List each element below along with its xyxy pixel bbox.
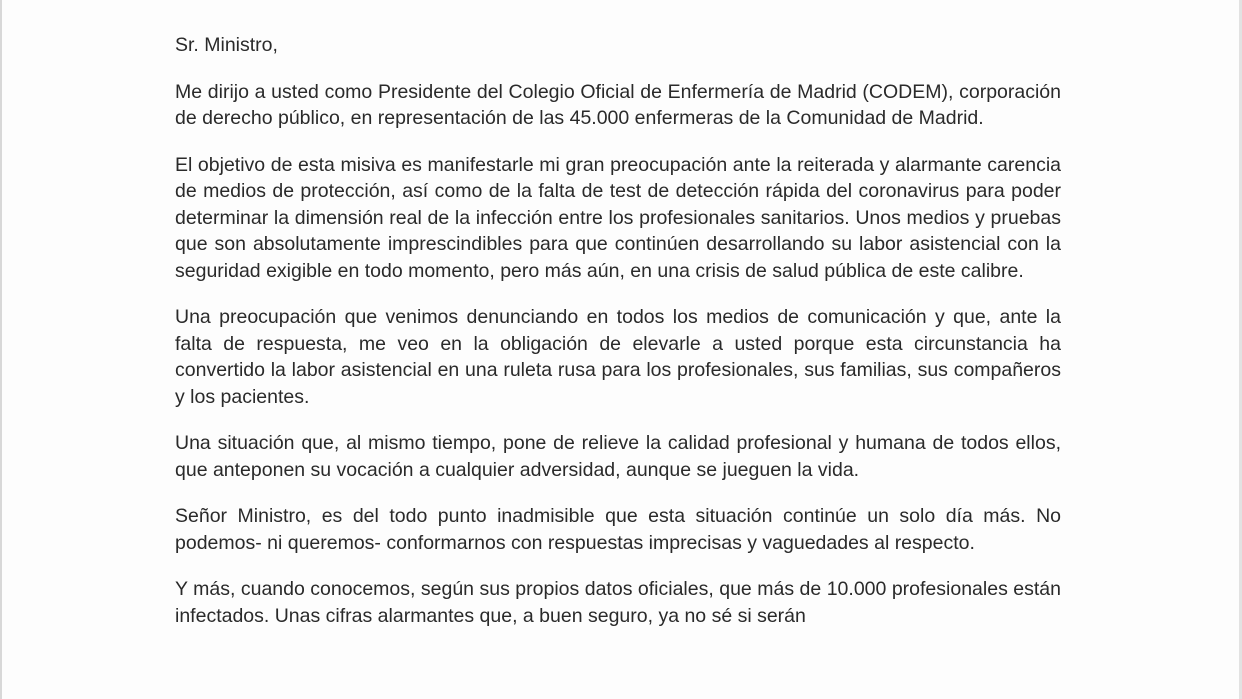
salutation: Sr. Ministro, <box>175 34 278 56</box>
paragraph-objective: El objetivo de esta misiva es manifestarle mi gran preocupación ante la reiterada y alarmante carencia de medios de protección, así como de la falta de test de detección rápida del coronavirus para poder determinar la dimensión real de la infección entre los profesionales sanitarios. Unos medios y pruebas que son absolutamente imprescindibles para que continúen desarrollando su labor asistencial con la seguridad exigible en todo momento, pero más aún, en una crisis de salud pública de este calibre. <box>175 153 1061 282</box>
letter-body <box>175 32 1061 649</box>
paragraph-introduction: Me dirijo a usted como Presidente del Colegio Oficial de Enfermería de Madrid (CODEM), corporación de derecho público, en representación de las 45.000 enfermeras de la Comunidad de Madrid. <box>175 80 1061 129</box>
page-edge-left <box>0 0 2 699</box>
paragraph-data: Y más, cuando conocemos, según sus propios datos oficiales, que más de 10.000 profesionales están infectados. Unas cifras alarmantes que, a buen seguro, ya no sé si serán <box>175 578 1061 627</box>
paragraph-inadmissible: Señor Ministro, es del todo punto inadmisible que esta situación continúe un solo día más. No podemos- ni queremos- conformarnos con respuestas imprecisas y vaguedades al respecto. <box>175 505 1061 554</box>
paragraph-situation: Una situación que, al mismo tiempo, pone de relieve la calidad profesional y humana de todos ellos, que anteponen su vocación a cualquier adversidad, aunque se jueguen la vida. <box>175 432 1061 481</box>
paragraph-concern: Una preocupación que venimos denunciando en todos los medios de comunicación y que, ante la falta de respuesta, me veo en la obligación de elevarle a usted porque esta circunstancia ha convertido la labor asistencial en una ruleta rusa para los profesionales, sus familias, sus compañeros y los pacientes. <box>175 306 1061 408</box>
